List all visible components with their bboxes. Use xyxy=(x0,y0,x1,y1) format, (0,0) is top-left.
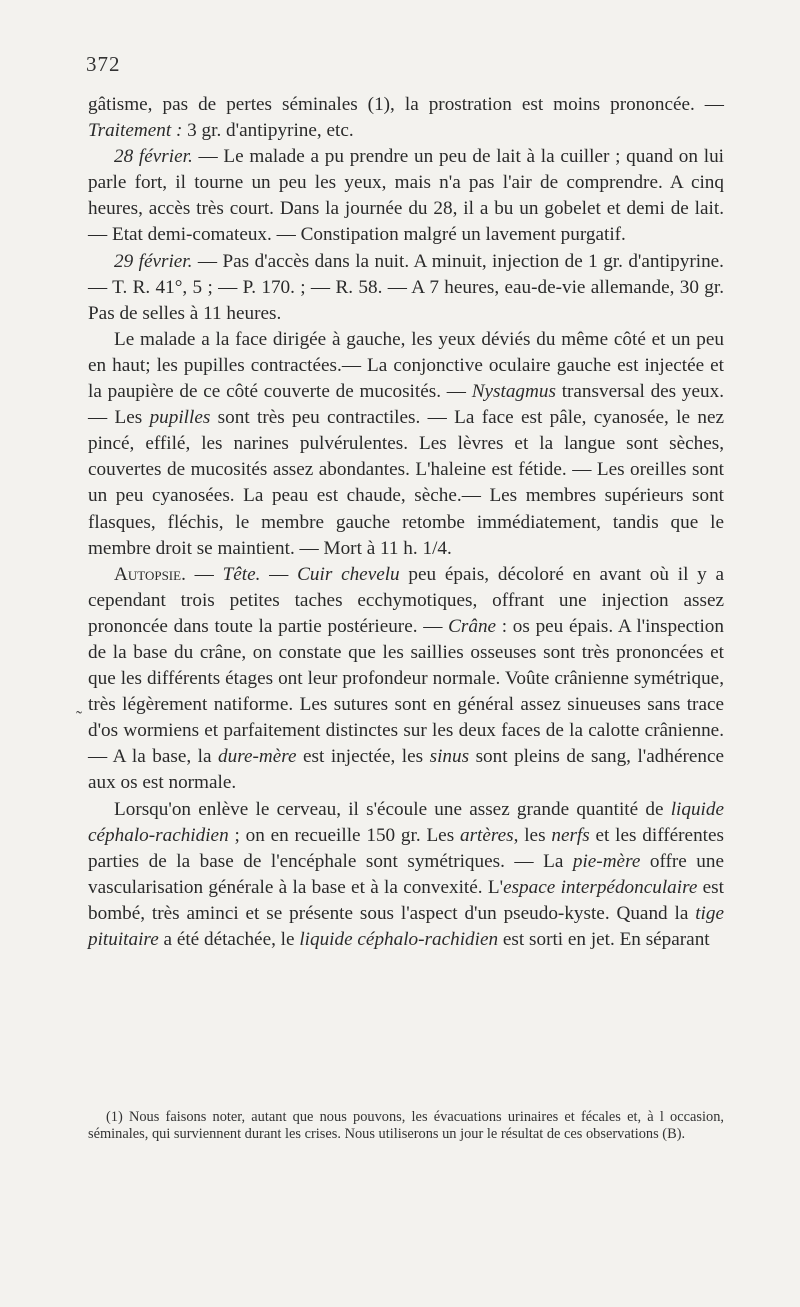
paragraph xyxy=(88,144,724,248)
italic-text: artères xyxy=(459,824,514,846)
italic-text: 28 février. xyxy=(114,146,193,168)
body-text xyxy=(88,92,724,953)
text-run: est bombé, très aminci et se présente sous l'aspect d'un pseudo-kyste. Quand la xyxy=(88,876,724,924)
small-caps-heading: Autopsie. xyxy=(114,563,186,585)
italic-text: pie-mère xyxy=(572,850,641,872)
text-run: peu épais, décoloré en avant où il y a cependant trois petites taches ecchymotiques, offrant une injection assez prononcée dans toute la partie postérieure. — xyxy=(88,563,725,637)
italic-text: tige pituitaire xyxy=(88,902,724,950)
text-run: ; on en recueille 150 gr. Les xyxy=(228,824,460,846)
text-run: — xyxy=(260,563,298,585)
text-run: offre une vascularisation générale à la base et à la convexité. L' xyxy=(88,850,725,898)
text-run: sont pleins de sang, l'adhérence aux os est normale. xyxy=(88,746,725,794)
text-run: 3 gr. d'antipyrine, etc. xyxy=(182,120,354,142)
paragraph xyxy=(88,249,724,327)
italic-text: pupilles xyxy=(149,407,211,429)
margin-mark: ˷ xyxy=(76,694,82,714)
text-run: — xyxy=(185,563,223,585)
italic-text: Cuir chevelu xyxy=(297,563,400,585)
text-run: Le malade a la face dirigée à gauche, les yeux déviés du même côté et un peu en haut; les pupilles contractées.— La conjonctive oculaire gauche est injectée et la paupière de ce côté couverte de mucosités. — xyxy=(88,328,724,403)
text-run: , les xyxy=(513,824,552,846)
text-run: — Le malade a pu prendre un peu de lait à la cuiller ; quand on lui parle fort, il tourne un peu les yeux, mais n'a pas l'air de comprendre. A cinq heures, accès très court. Dans la journée du 28, il a bu un gobelet et demi de lait. — Etat demi-comateux. — Constipation malgré un lavement purgatif. xyxy=(88,146,724,246)
text-run: et les différentes parties de la base de l'encéphale sont symétriques. — La xyxy=(88,824,724,872)
italic-text: Crâne xyxy=(448,615,497,637)
text-run: sont très peu contractiles. — La face est pâle, cyanosée, le nez pincé, effilé, les narines pulvérulentes. Les lèvres et la langue sont sèches, couvertes de mucosités assez abondantes. L'haleine est fétide. — Les oreilles sont un peu cyanosées. La peau est chaude, sèche.— Les membres supérieurs sont flasques, fléchis, le membre gauche retombe immédiatement, tandis que le membre droit se maintient. — Mort à 11 h. 1/4. xyxy=(88,407,724,559)
page-number: 372 xyxy=(86,52,121,76)
text-run: transversal des yeux. — Les xyxy=(88,381,724,429)
italic-text: Traitement : xyxy=(88,120,183,142)
paragraph xyxy=(88,92,724,144)
footnote-text: (1) Nous faisons noter, autant que nous pouvons, les évacuations urinaires et fécales et, à l occasion, séminales, qui surviennent durant les crises. Nous utiliserons un jour le résultat de ces observations (B). xyxy=(88,1109,724,1142)
italic-text: 29 février. xyxy=(114,250,193,272)
italic-text: Nystagmus xyxy=(471,381,556,403)
paragraph xyxy=(88,562,724,797)
italic-text: liquide céphalo-rachidien xyxy=(299,929,499,950)
text-run: Lorsqu'on enlève le cerveau, il s'écoule une assez grande quantité de xyxy=(114,798,671,820)
footnote xyxy=(88,1109,724,1143)
italic-text: Tête. xyxy=(222,563,261,585)
text-run: est sorti en jet. En séparant xyxy=(498,929,710,950)
text-run: — Pas d'accès dans la nuit. A minuit, injection de 1 gr. d'antipyrine. — T. R. 41°, 5 ; — P. 170. ; — R. 58. — A 7 heures, eau-de-vie allemande, 30 gr. Pas de selles à 11 heures. xyxy=(88,250,724,324)
text-run: est injectée, les xyxy=(296,746,430,768)
italic-text: dure-mère xyxy=(218,746,297,768)
text-run: gâtisme, pas de pertes séminales (1), la prostration est moins prononcée. — xyxy=(88,94,724,115)
italic-text: nerfs xyxy=(551,824,590,846)
text-run: a été détachée, le xyxy=(158,929,300,950)
italic-text: espace interpédonculaire xyxy=(503,876,698,898)
italic-text: sinus xyxy=(429,746,470,768)
text-run: : os peu épais. A l'inspection de la base du crâne, on constate que les saillies osseuses sont très prononcées et que les différents étages ont leur profondeur normale. Voûte crânienne symétrique, très légèrement natiforme. Les sutures sont en général assez sinueuses sans trace d'os wormiens et parfaitement distinctes sur les deux faces de la calotte crânienne. — A la base, la xyxy=(88,615,724,768)
paragraph xyxy=(88,797,724,954)
paragraph xyxy=(88,327,724,562)
italic-text: liquide céphalo-rachidien xyxy=(88,798,724,846)
